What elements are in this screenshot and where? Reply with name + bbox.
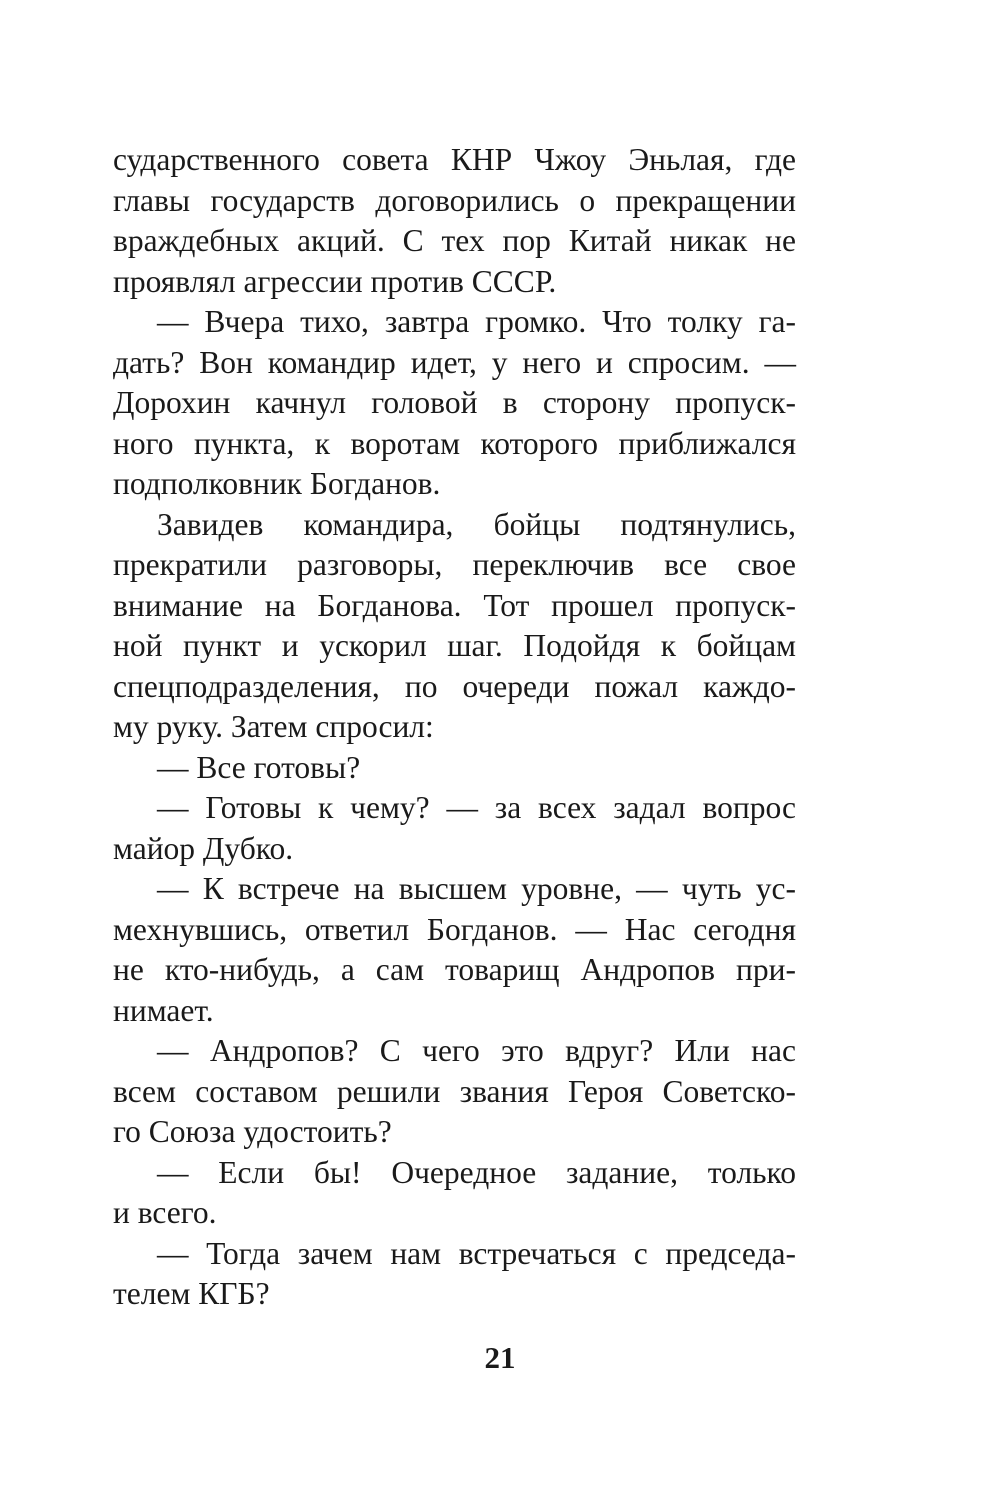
text-line: — К встрече на высшем уровне, — чуть ус- (157, 871, 796, 906)
text-line: и всего. (113, 1195, 217, 1230)
text-line: — Готовы к чему? — за всех задал вопрос (157, 790, 796, 825)
text-line: подполковник Богданов. (113, 466, 441, 501)
text-line: сударственного совета КНР Чжоу Эньлая, где (113, 142, 796, 177)
text-line: мехнувшись, ответил Богданов. — Нас сегодня (113, 911, 796, 947)
text-line: — Андропов? С чего это вдруг? Или нас (157, 1033, 796, 1068)
text-line: ной пункт и ускорил шаг. Подойдя к бойцам (113, 628, 796, 663)
text-line: майор Дубко. (113, 830, 294, 866)
page-text-body (113, 140, 796, 1315)
text-line: телем КГБ? (113, 1276, 270, 1311)
text-line: — Тогда зачем нам встречаться с председа- (157, 1235, 796, 1271)
text-line: — Все готовы? (157, 749, 361, 785)
text-line: проявлял агрессии против СССР. (113, 263, 557, 299)
text-line: внимание на Богданова. Тот прошел пропуск- (113, 587, 796, 623)
text-line: го Союза удостоить? (113, 1114, 392, 1149)
text-line: нимает. (113, 992, 214, 1028)
text-line: прекратили разговоры, переключив все свое (113, 547, 796, 582)
text-line: не кто-нибудь, а сам товарищ Андропов при- (113, 952, 796, 987)
text-line: Завидев командира, бойцы подтянулись, (157, 506, 796, 542)
text-line: Дорохин качнул головой в сторону пропуск- (113, 385, 796, 420)
text-line: дать? Вон командир идет, у него и спросим. — (113, 344, 796, 380)
text-line: му руку. Затем спросил: (113, 709, 434, 744)
text-line: спецподразделения, по очереди пожал каждо- (113, 668, 796, 704)
text-line: главы государств договорились о прекращении (113, 182, 796, 218)
text-line: враждебных акций. С тех пор Китай никак не (113, 223, 796, 258)
text-line: — Вчера тихо, завтра громко. Что толку га- (157, 304, 796, 339)
page-number: 21 (484, 1340, 516, 1375)
text-line: всем составом решили звания Героя Советско- (113, 1073, 796, 1109)
text-line: ного пункта, к воротам которого приближался (113, 425, 796, 461)
text-line: — Если бы! Очередное задание, только (157, 1154, 796, 1190)
